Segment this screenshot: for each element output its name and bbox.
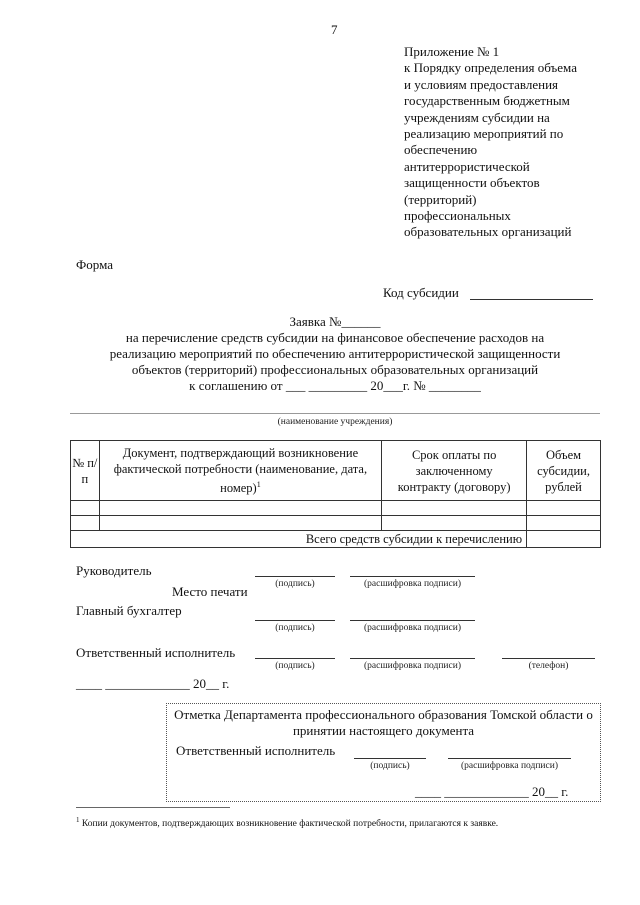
caption-signature: (подпись) <box>275 661 315 671</box>
caption-signature: (подпись) <box>370 761 410 771</box>
cell[interactable] <box>382 516 527 531</box>
executor-label: Ответственный исполнитель <box>76 645 236 660</box>
institution-caption: (наименование учреждения) <box>277 417 393 427</box>
appendix-line: учреждениям субсидии на <box>404 109 550 125</box>
caption-phone: (телефон) <box>528 661 569 671</box>
cell[interactable] <box>527 516 601 531</box>
box-date-field[interactable]: ____ _____________ 20__ г. <box>415 784 569 799</box>
accountant-decode-field[interactable] <box>350 620 475 621</box>
footnote-mark: 1 <box>76 816 80 824</box>
date-field[interactable]: ____ _____________ 20__ г. <box>76 676 230 691</box>
appendix-line: к Порядку определения объема <box>404 60 577 76</box>
head-decode-field[interactable] <box>350 576 475 577</box>
footnote <box>76 816 498 829</box>
box-title-line: принятии настоящего документа <box>292 723 475 738</box>
subsidy-code-field[interactable] <box>470 299 593 300</box>
appendix-header <box>404 44 577 241</box>
subtitle-line: к соглашению от ___ _________ 20___г. № ________ <box>189 378 481 393</box>
box-decode-field[interactable] <box>448 758 571 759</box>
header-document-text: Документ, подтверждающий возникновение фактической потребности (наименование, дата, номер) <box>113 445 368 496</box>
table-row <box>71 501 601 516</box>
appendix-line: Приложение № 1 <box>404 44 500 59</box>
cell[interactable] <box>99 501 382 516</box>
subtitle-line: реализацию мероприятий по обеспечению антитеррористической защищенности <box>109 346 561 361</box>
cell[interactable] <box>99 516 382 531</box>
page-number: 7 <box>331 22 338 37</box>
total-value-cell[interactable] <box>527 531 601 548</box>
caption-decode: (расшифровка подписи) <box>364 579 461 589</box>
accountant-label: Главный бухгалтер <box>76 603 182 618</box>
caption-signature: (подпись) <box>275 579 315 589</box>
subsidy-code-label: Код субсидии <box>383 285 459 300</box>
table-total-row <box>71 531 601 548</box>
appendix-line: защищенности объектов <box>404 175 540 191</box>
subtitle-line: объектов (территорий) профессиональных образовательных организаций <box>131 362 539 377</box>
appendix-line: государственным бюджетным <box>404 93 570 109</box>
seal-label: Место печати <box>172 584 248 599</box>
institution-name-field[interactable] <box>70 413 600 414</box>
box-title <box>167 707 600 739</box>
box-signature-field[interactable] <box>354 758 426 759</box>
caption-signature: (подпись) <box>275 623 315 633</box>
cell[interactable] <box>527 501 601 516</box>
request-subtitle <box>60 330 610 394</box>
caption-decode: (расшифровка подписи) <box>461 761 558 771</box>
total-label: Всего средств субсидии к перечислению <box>71 531 527 548</box>
accountant-signature-field[interactable] <box>255 620 335 621</box>
header-subsidy-amount: Объем субсидии, рублей <box>527 441 601 501</box>
footnote-mark: 1 <box>256 479 261 489</box>
table-row <box>71 516 601 531</box>
executor-decode-field[interactable] <box>350 658 475 659</box>
form-label: Форма <box>76 257 113 272</box>
subtitle-line: на перечисление средств субсидии на финансовое обеспечение расходов на <box>125 330 545 345</box>
header-document <box>99 441 382 501</box>
request-title: Заявка №______ <box>289 314 381 329</box>
header-number: № п/п <box>71 441 100 501</box>
appendix-line: (территорий) <box>404 191 477 207</box>
footnote-divider <box>76 807 230 808</box>
appendix-line: обеспечению <box>404 142 478 158</box>
cell[interactable] <box>71 501 100 516</box>
executor-phone-field[interactable] <box>502 658 595 659</box>
footnote-text: Копии документов, подтверждающих возникновение фактической потребности, прилагаются к заявке. <box>81 819 499 830</box>
caption-decode: (расшифровка подписи) <box>364 661 461 671</box>
cell[interactable] <box>382 501 527 516</box>
header-payment-term: Срок оплаты по заключенному контракту (договору) <box>382 441 527 501</box>
appendix-line: реализацию мероприятий по <box>404 126 564 142</box>
table-header-row <box>71 441 601 501</box>
executor-signature-field[interactable] <box>255 658 335 659</box>
box-executor-label: Ответственный исполнитель <box>176 743 336 758</box>
request-table <box>70 440 601 548</box>
department-acceptance-box <box>166 703 601 802</box>
appendix-line: профессиональных <box>404 208 511 224</box>
box-title-line: Отметка Департамента профессионального образования Томской области о <box>174 707 593 722</box>
caption-decode: (расшифровка подписи) <box>364 623 461 633</box>
head-label: Руководитель <box>76 563 152 578</box>
appendix-line: образовательных организаций <box>404 224 572 240</box>
appendix-line: антитеррористической <box>404 158 530 174</box>
head-signature-field[interactable] <box>255 576 335 577</box>
cell[interactable] <box>71 516 100 531</box>
appendix-line: и условиям предоставления <box>404 76 559 92</box>
